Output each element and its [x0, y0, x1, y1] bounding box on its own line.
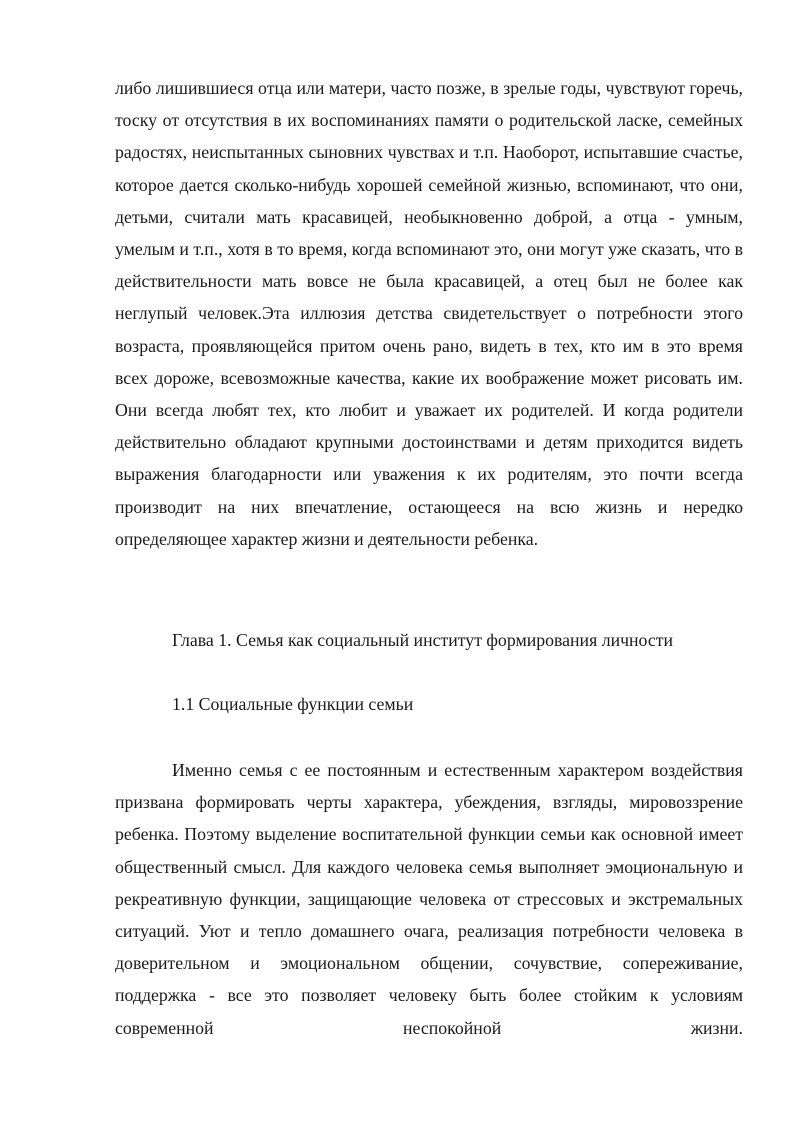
- section-heading: 1.1 Социальные функции семьи: [172, 694, 414, 714]
- body-paragraph-continuation: [115, 72, 743, 555]
- chapter-heading: Глава 1. Семья как социальный институт формирования личности: [172, 630, 674, 650]
- paragraph-text: Именно семья с ее постоянным и естественным характером воздействия призвана формировать черты характера, убеждения, взгляды, мировоззрение ребенка. Поэтому выделение воспитательной функции семьи как основной имеет общественный смысл. Для каждого человека семья выполняет эмоциональную и рекреативную функции, защищающие человека от стрессовых и экстремальных ситуаций. Уют и тепло домашнего очага, реализация потребности человека в доверительном и эмоциональном общении, сочувствие, сопереживание, поддержка - все это позволяет человеку быть более стойким к условиям современной неспокойной жизни.: [115, 760, 743, 1038]
- paragraph-text: либо лишившиеся отца или матери, часто позже, в зрелые годы, чувствуют горечь, тоску от отсутствия в их воспоминаниях памяти о родительской ласке, семейных радостях, неиспытанных сыновних чувствах и т.п. Наоборот, испытавшие счастье, которое дается сколько-нибудь хорошей семейной жизнью, вспоминают, что они, детьми, считали мать красавицей, необыкновенно доброй, а отца - умным, умелым и т.п., хотя в то время, когда вспоминают это, они могут уже сказать, что в действительности мать вовсе не была красавицей, а отец был не более как неглупый человек.Эта иллюзия детства свидетельствует о потребности этого возраста, проявляющейся притом очень рано, видеть в тех, кто им в это время всех дороже, всевозможные качества, какие их воображение может рисовать им. Они всегда любят тех, кто любит и уважает их родителей. И когда родители действительно обладают крупными достоинствами и детям приходится видеть выражения благодарности или уважения к их родителям, это почти всегда производит на них впечатление, остающееся на всю жизнь и нередко определяющее характер жизни и деятельности ребенка.: [115, 78, 743, 549]
- body-paragraph-section: [115, 754, 743, 1044]
